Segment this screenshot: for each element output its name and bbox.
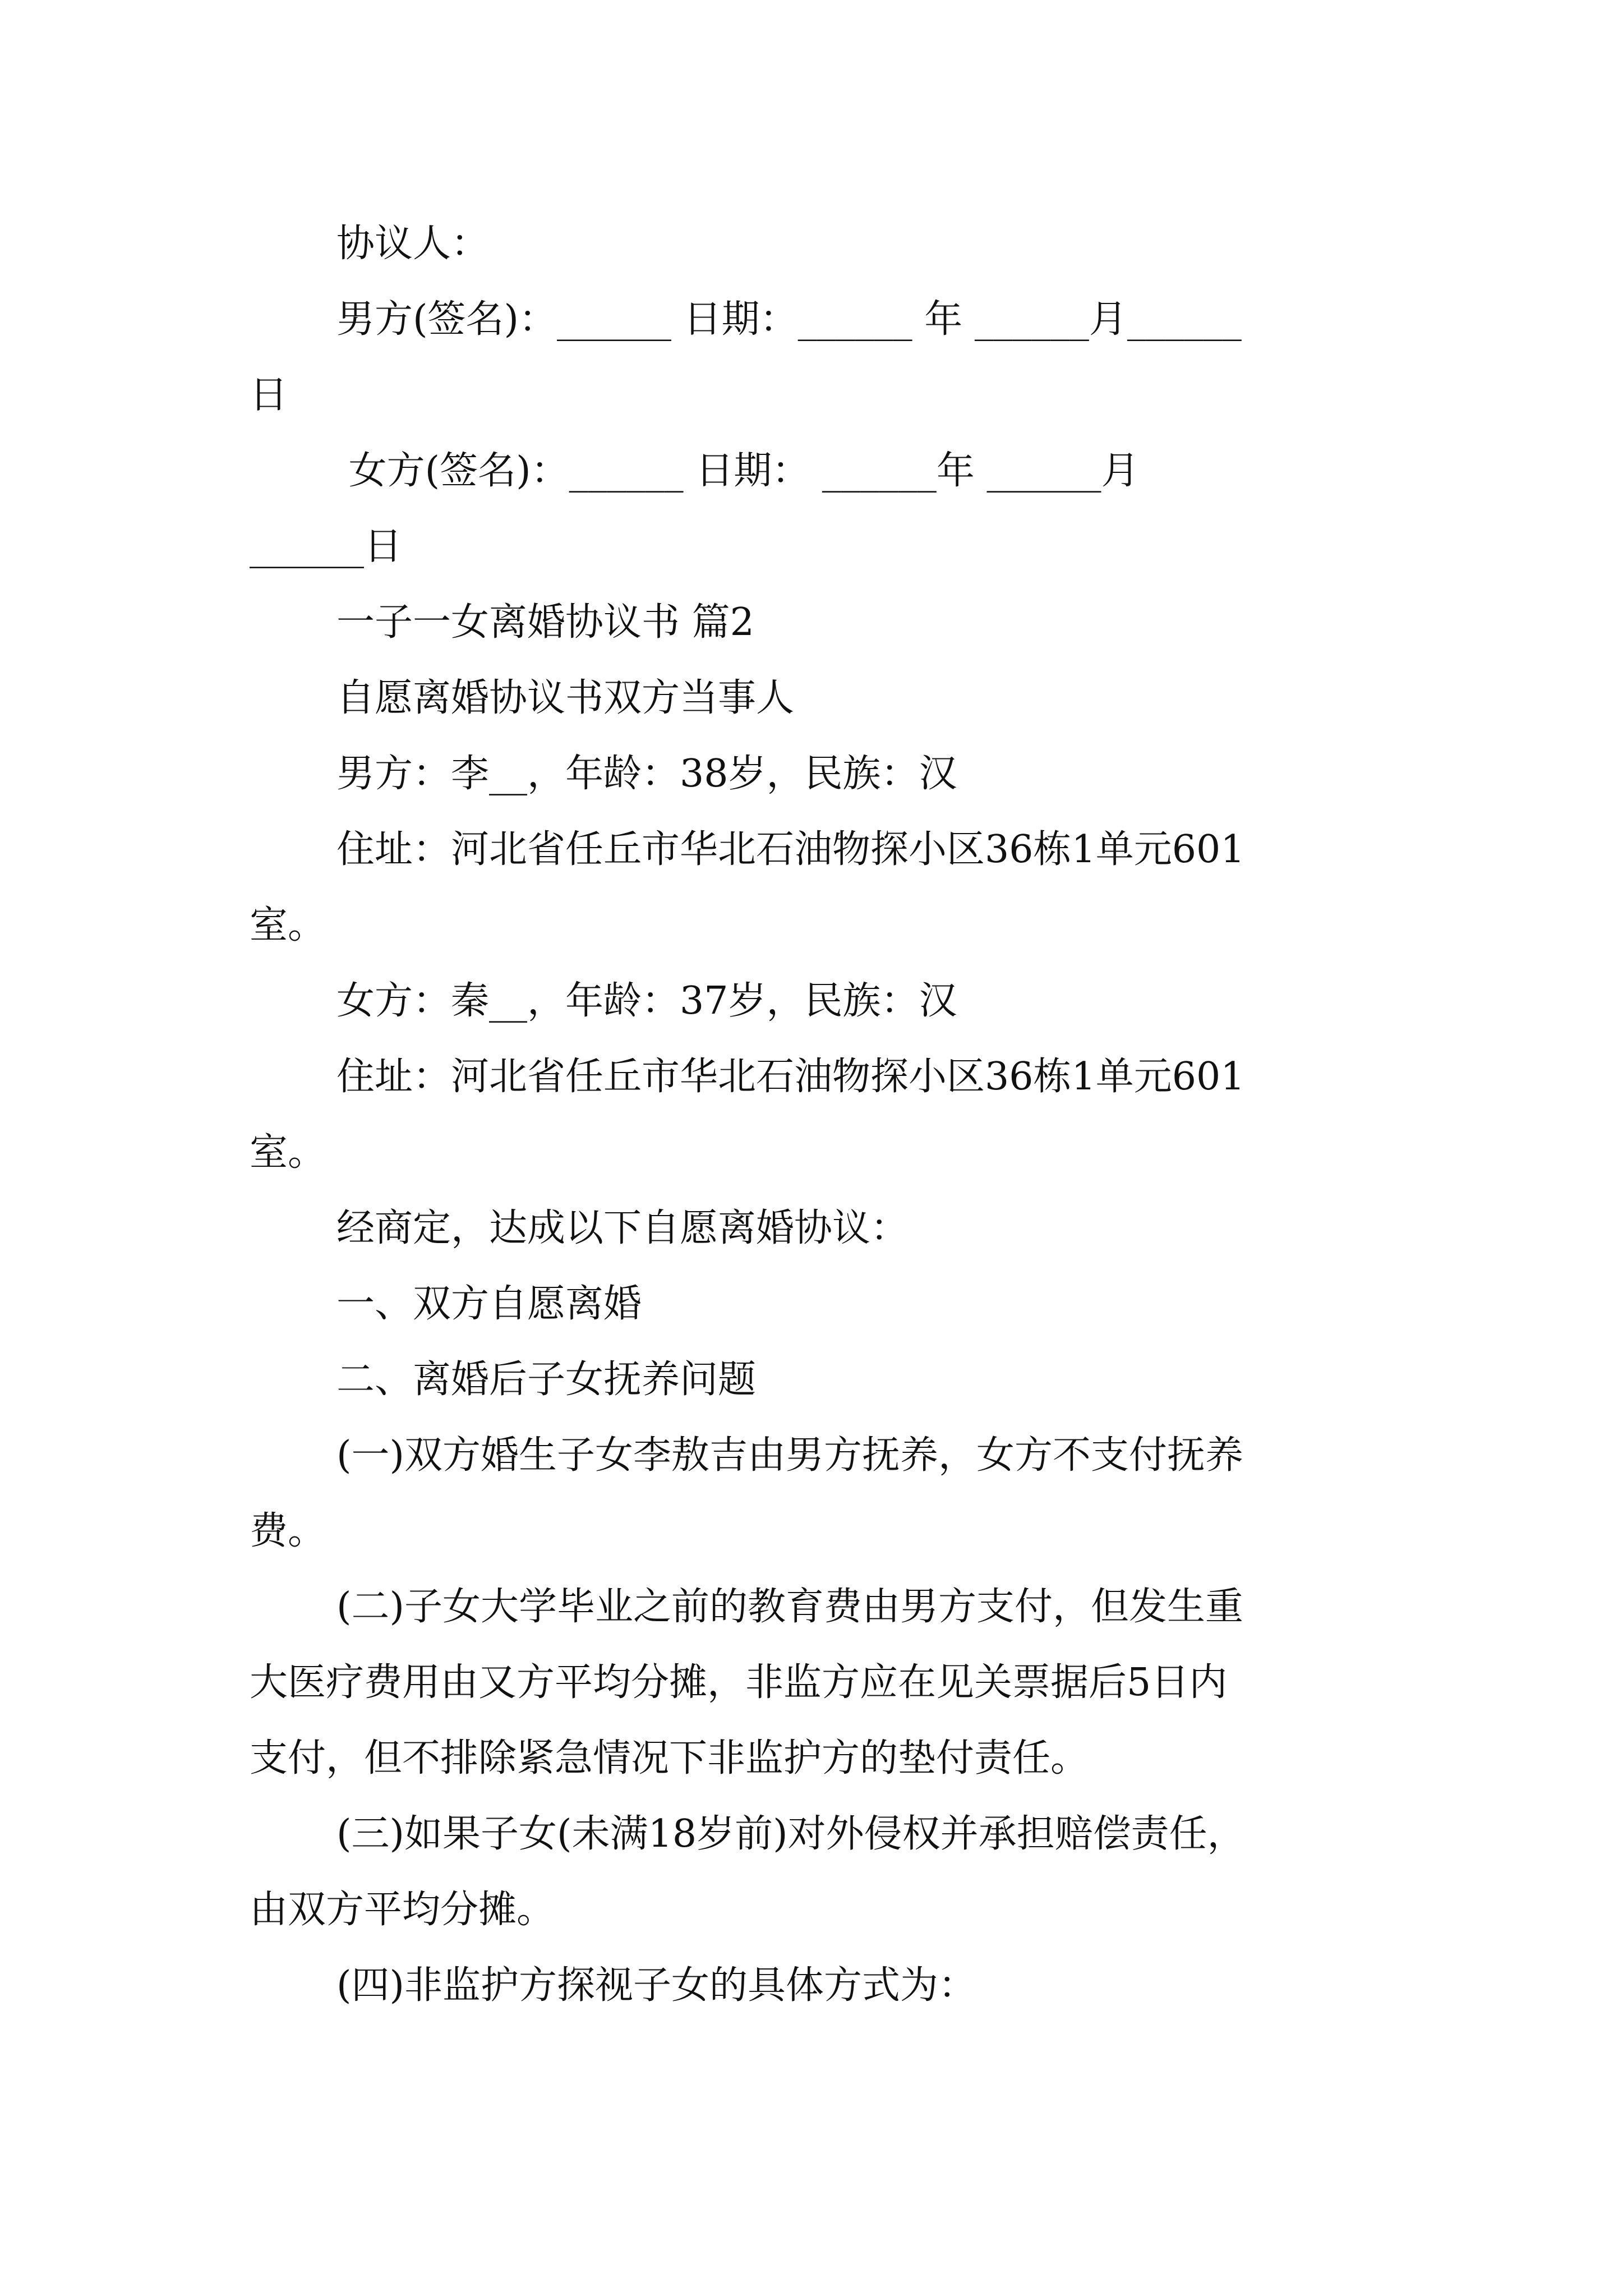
male-address-cont: 室。	[250, 903, 326, 947]
male-address: 住址：河北省任丘市华北石油物探小区36栋1单元601	[336, 827, 1245, 872]
agreement-subtitle: 自愿离婚协议书双方当事人	[336, 676, 795, 720]
female-party-info: 女方：秦__，年龄：37岁，民族：汉	[336, 979, 957, 1023]
male-signature-line: 男方(签名)：______ 日期：______ 年 ______月______	[336, 297, 1242, 342]
male-party-info: 男方：李__，年龄：38岁，民族：汉	[336, 752, 957, 796]
agreement-intro: 经商定，达成以下自愿离婚协议：	[336, 1206, 909, 1250]
male-signature-line-cont: 日	[250, 373, 288, 417]
clause-2-3: (三)如果子女(未满18岁前)对外侵权并承担赔偿责任，	[336, 1812, 1246, 1856]
clause-2-2-cont-1: 大医疗费用由又方平均分摊，非监方应在见关票据后5日内	[250, 1660, 1228, 1705]
clause-2-1-cont: 费。	[250, 1509, 326, 1553]
female-address-cont: 室。	[250, 1130, 326, 1175]
section-title: 一子一女离婚协议书 篇2	[336, 600, 754, 645]
clause-2-heading: 二、离婚后子女抚养问题	[336, 1358, 757, 1402]
signatories-heading: 协议人：	[336, 222, 490, 266]
clause-2-4: (四)非监护方探视子女的具体方式为：	[336, 1963, 977, 2008]
female-address: 住址：河北省任丘市华北石油物探小区36栋1单元601	[336, 1055, 1245, 1099]
clause-2-2: (二)子女大学毕业之前的教育费由男方支付，但发生重	[336, 1585, 1244, 1629]
female-signature-line: 女方(签名)：______ 日期： ______年 ______月	[336, 449, 1140, 493]
clause-2-2-cont-2: 支付，但不排除紧急情况下非监护方的垫付责任。	[250, 1736, 1089, 1780]
clause-1: 一、双方自愿离婚	[336, 1282, 642, 1326]
clause-2-3-cont: 由双方平均分摊。	[250, 1888, 555, 1932]
clause-2-1: (一)双方婚生子女李敖吉由男方抚养，女方不支付抚养	[336, 1433, 1244, 1478]
female-signature-line-cont: ______日	[250, 524, 403, 569]
